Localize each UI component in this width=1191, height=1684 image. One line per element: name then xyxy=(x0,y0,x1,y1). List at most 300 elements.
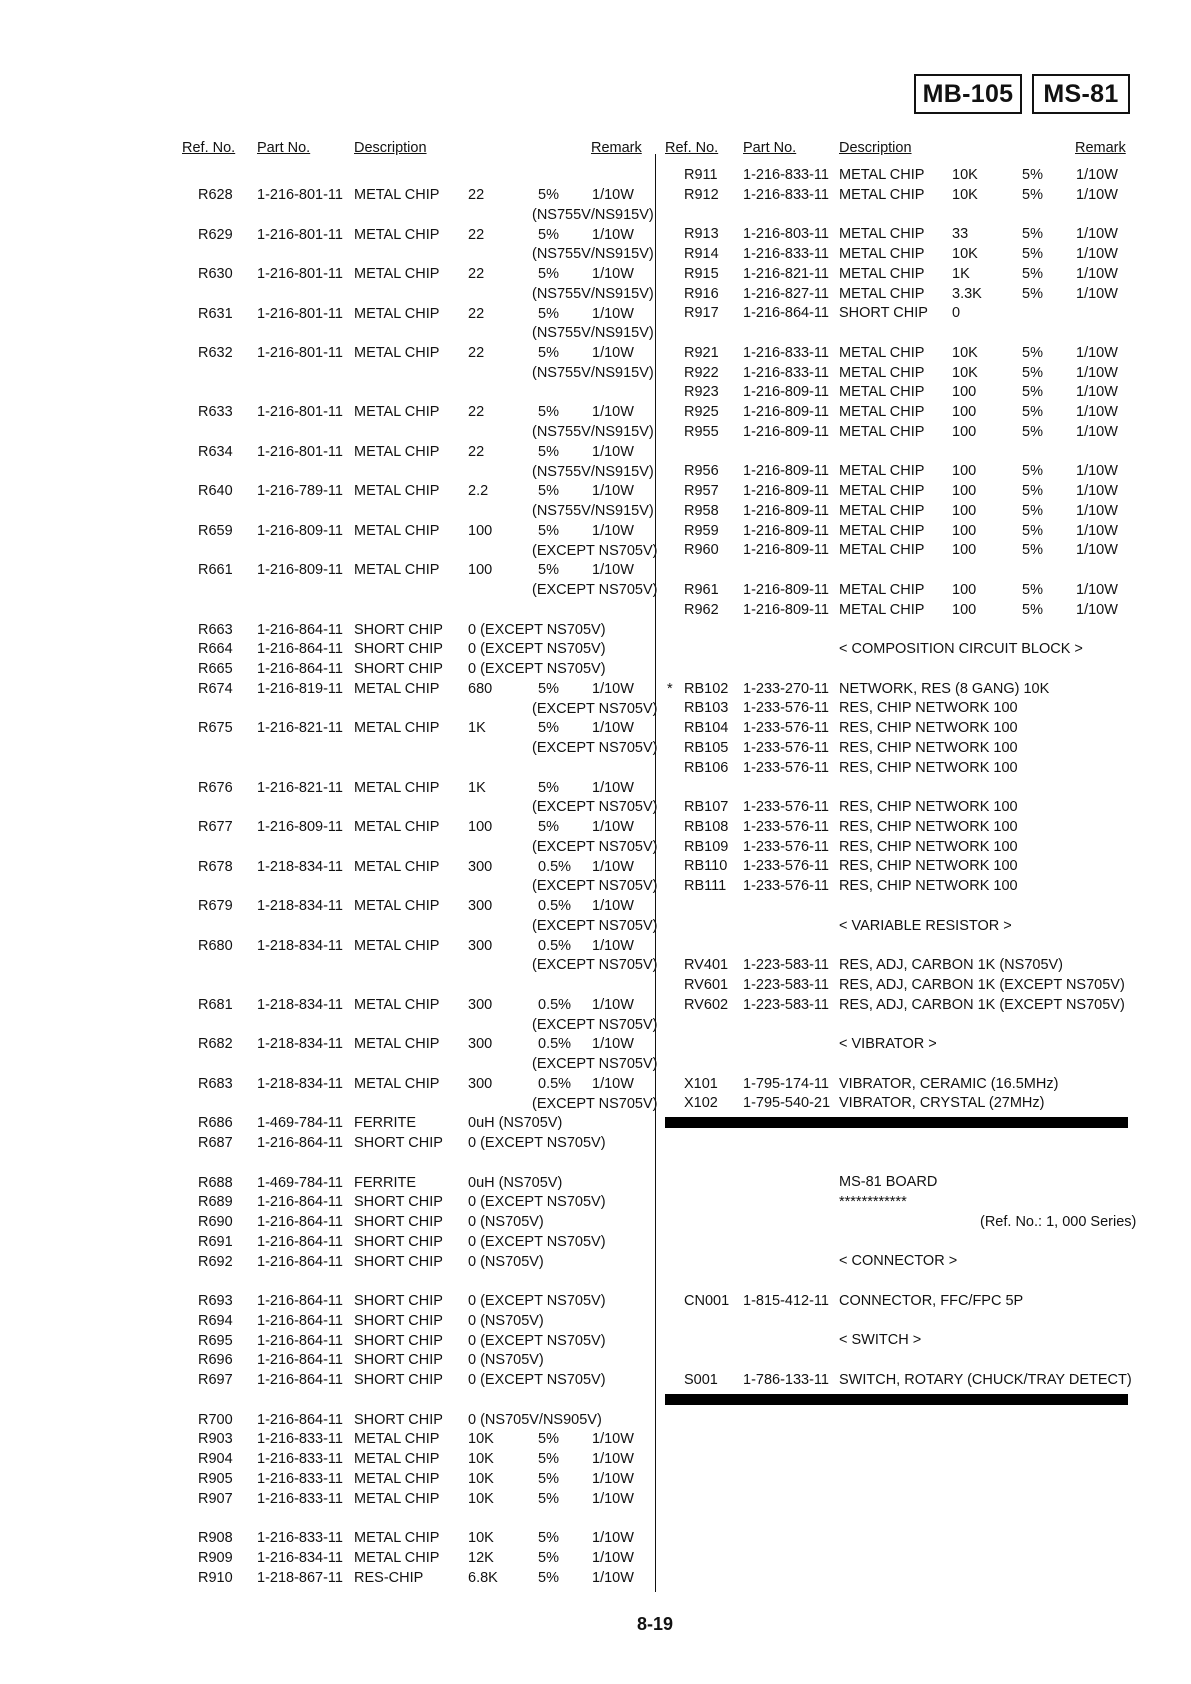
value: 12K xyxy=(468,1549,494,1566)
tolerance: 5% xyxy=(538,345,559,361)
ref-no: R908 xyxy=(198,1530,233,1546)
ref-no: RB105 xyxy=(684,739,729,756)
part-no: 1-786-133-11 xyxy=(743,1371,829,1388)
part-no: 1-216-809-11 xyxy=(743,542,829,559)
part-no: 1-216-864-11 xyxy=(257,1352,343,1369)
value: 0uH (NS705V) xyxy=(468,1115,563,1132)
value: 100 xyxy=(952,384,977,401)
part-no: 1-233-576-11 xyxy=(743,858,829,875)
table-row xyxy=(0,995,1191,1015)
description: RES, CHIP NETWORK 100 xyxy=(839,878,1018,894)
value: 10K xyxy=(468,1470,494,1487)
ref-no: R664 xyxy=(198,641,233,658)
ref-no: R910 xyxy=(198,1569,233,1586)
description: RES, ADJ, CARBON 1K (NS705V) xyxy=(839,957,1064,973)
tolerance: 0.5% xyxy=(538,858,572,875)
tolerance: 5% xyxy=(538,1530,559,1546)
part-no: 1-223-583-11 xyxy=(743,976,829,993)
value: 10K xyxy=(468,1530,494,1546)
power-rating: 1/10W xyxy=(592,266,634,282)
description: METAL CHIP xyxy=(354,996,440,1013)
tolerance: 5% xyxy=(538,483,559,500)
value: 100 xyxy=(952,483,977,499)
table-row xyxy=(0,402,1191,422)
section-title: MS-81 BOARD xyxy=(839,1174,938,1191)
part-no: 1-216-821-11 xyxy=(743,265,829,282)
power-rating: 1/10W xyxy=(1076,423,1118,440)
description: METAL CHIP xyxy=(354,1470,440,1487)
value: 2.2 xyxy=(468,483,489,500)
description: METAL CHIP xyxy=(354,1530,440,1546)
part-no: 1-216-864-11 xyxy=(257,1372,343,1388)
ref-no: R693 xyxy=(198,1293,233,1309)
table-row xyxy=(0,876,1191,896)
tolerance: 5% xyxy=(538,819,559,835)
description: SHORT CHIP xyxy=(839,305,928,322)
description: METAL CHIP xyxy=(354,483,440,500)
tolerance: 5% xyxy=(1022,542,1043,559)
tolerance: 5% xyxy=(538,779,559,796)
ref-no: R962 xyxy=(684,601,719,618)
description: RES, CHIP NETWORK 100 xyxy=(839,799,1018,815)
value: 22 xyxy=(468,404,485,421)
tolerance: 5% xyxy=(538,562,559,579)
description: METAL CHIP xyxy=(839,364,925,381)
section-divider-bar xyxy=(665,1117,1128,1128)
ref-no: RB111 xyxy=(684,878,727,894)
part-no: 1-216-864-11 xyxy=(257,1411,343,1428)
part-no: 1-216-819-11 xyxy=(257,680,343,697)
ref-no: R659 xyxy=(198,522,233,539)
ref-no: R665 xyxy=(198,661,233,677)
remark-note: (EXCEPT NS705V) xyxy=(532,799,658,816)
part-no: 1-216-801-11 xyxy=(257,305,343,322)
value: 0 (EXCEPT NS705V) xyxy=(468,1233,606,1250)
ref-no: R913 xyxy=(684,226,719,243)
power-rating: 1/10W xyxy=(592,345,634,361)
remark-note-row xyxy=(0,323,1191,343)
ref-no: R903 xyxy=(198,1431,233,1448)
description: METAL CHIP xyxy=(354,720,440,737)
ref-no: R914 xyxy=(684,246,719,262)
ref-no: R681 xyxy=(198,996,233,1013)
header-ref-no-right: Ref. No. xyxy=(665,140,719,156)
part-no: 1-233-576-11 xyxy=(743,838,829,855)
power-rating: 1/10W xyxy=(592,522,634,539)
table-row xyxy=(0,738,1191,758)
value: 0 xyxy=(952,305,961,322)
tolerance: 5% xyxy=(1022,384,1043,401)
part-no: 1-216-833-11 xyxy=(257,1530,343,1546)
part-no: 1-216-864-11 xyxy=(257,641,343,658)
part-no: 1-218-834-11 xyxy=(257,898,343,914)
table-row xyxy=(0,185,1191,205)
ref-no: RB108 xyxy=(684,818,729,835)
ref-no: R679 xyxy=(198,898,233,914)
tolerance: 0.5% xyxy=(538,898,572,914)
power-rating: 1/10W xyxy=(592,443,634,460)
description: SHORT CHIP xyxy=(354,1332,443,1349)
description: METAL CHIP xyxy=(839,226,925,243)
description: VIBRATOR, CERAMIC (16.5MHz) xyxy=(839,1075,1059,1092)
power-rating: 1/10W xyxy=(592,1569,634,1586)
value: 1K xyxy=(468,779,486,796)
table-row xyxy=(0,718,1191,738)
tolerance: 5% xyxy=(1022,226,1043,243)
power-rating: 1/10W xyxy=(1076,364,1118,381)
part-no: 1-216-833-11 xyxy=(257,1431,343,1448)
tolerance: 5% xyxy=(538,404,559,421)
part-no: 1-233-576-11 xyxy=(743,878,829,894)
description: METAL CHIP xyxy=(354,345,440,361)
part-no: 1-218-834-11 xyxy=(257,937,343,954)
remark-note: (EXCEPT NS705V) xyxy=(532,740,658,756)
tolerance: 5% xyxy=(538,1451,559,1467)
table-row xyxy=(0,224,1191,244)
ref-no: R687 xyxy=(198,1135,233,1151)
value: 100 xyxy=(468,819,493,835)
tolerance: 5% xyxy=(1022,246,1043,262)
description: RES, CHIP NETWORK 100 xyxy=(839,838,1018,855)
description: SHORT CHIP xyxy=(354,1293,443,1309)
part-no: 1-216-821-11 xyxy=(257,779,343,796)
table-row xyxy=(0,620,1191,640)
description: RES, ADJ, CARBON 1K (EXCEPT NS705V) xyxy=(839,996,1125,1013)
description: NETWORK, RES (8 GANG) 10K xyxy=(839,680,1050,697)
ref-no: R961 xyxy=(684,581,719,598)
remark-note: (NS755V/NS915V) xyxy=(532,503,654,519)
description: METAL CHIP xyxy=(839,404,925,420)
table-row xyxy=(0,1093,1191,1113)
section-title: < COMPOSITION CIRCUIT BLOCK > xyxy=(839,641,1083,657)
series-note xyxy=(0,1212,1191,1232)
part-no: 1-216-809-11 xyxy=(743,423,829,440)
value: 0 (EXCEPT NS705V) xyxy=(468,1332,606,1349)
power-rating: 1/10W xyxy=(1076,502,1118,519)
part-no: 1-216-809-11 xyxy=(743,502,829,519)
value: 0 (NS705V) xyxy=(468,1312,544,1329)
description: SHORT CHIP xyxy=(354,1194,443,1211)
section-heading xyxy=(0,1192,1191,1212)
page-number: 8-19 xyxy=(636,1614,674,1634)
value: 10K xyxy=(952,186,978,203)
section-divider-bar xyxy=(665,1394,1128,1405)
part-no: 1-815-412-11 xyxy=(743,1292,829,1309)
description: METAL CHIP xyxy=(354,266,440,282)
ref-no: R959 xyxy=(684,522,719,539)
value: 0 (NS705V/NS905V) xyxy=(468,1411,602,1428)
ref-no: R632 xyxy=(198,345,233,361)
description: METAL CHIP xyxy=(839,186,925,203)
part-no: 1-795-540-21 xyxy=(743,1095,831,1112)
value: 680 xyxy=(468,680,493,697)
value: 22 xyxy=(468,266,485,282)
ref-no: R640 xyxy=(198,483,233,500)
ref-no: R661 xyxy=(198,562,233,579)
ref-no: R700 xyxy=(198,1411,233,1428)
description: SHORT CHIP xyxy=(354,1372,443,1388)
tolerance: 5% xyxy=(538,1431,559,1448)
value: 6.8K xyxy=(468,1569,498,1586)
power-rating: 1/10W xyxy=(592,305,634,322)
ref-no: RB109 xyxy=(684,838,729,855)
power-rating: 1/10W xyxy=(1076,384,1118,401)
power-rating: 1/10W xyxy=(592,996,634,1013)
part-no: 1-216-833-11 xyxy=(743,246,829,262)
description: METAL CHIP xyxy=(354,1075,440,1092)
table-row xyxy=(0,778,1191,798)
part-no: 1-216-801-11 xyxy=(257,266,343,282)
description: METAL CHIP xyxy=(839,167,925,183)
power-rating: 1/10W xyxy=(592,937,634,954)
tolerance: 5% xyxy=(1022,186,1043,203)
ref-no: RB106 xyxy=(684,759,729,776)
description: METAL CHIP xyxy=(839,601,925,618)
description: METAL CHIP xyxy=(354,443,440,460)
remark-note-row xyxy=(0,205,1191,225)
value: 0 (EXCEPT NS705V) xyxy=(468,1372,606,1388)
part-no: 1-216-809-11 xyxy=(743,581,829,598)
part-no: 1-216-864-11 xyxy=(257,1194,343,1211)
part-no: 1-216-809-11 xyxy=(743,463,829,480)
tolerance: 0.5% xyxy=(538,1075,572,1092)
part-no: 1-216-809-11 xyxy=(743,404,829,420)
description: METAL CHIP xyxy=(839,581,925,598)
table-row xyxy=(0,698,1191,718)
section-title: ************ xyxy=(839,1194,907,1210)
remark-note: (EXCEPT NS705V) xyxy=(532,700,658,717)
value: 22 xyxy=(468,443,485,460)
value: 300 xyxy=(468,1075,493,1092)
ref-no: R911 xyxy=(684,167,718,183)
value: 10K xyxy=(952,167,978,183)
value: 10K xyxy=(952,246,978,262)
header-remark: Remark xyxy=(591,140,642,156)
table-row xyxy=(0,382,1191,402)
header-remark-right: Remark xyxy=(1075,140,1126,156)
description: METAL CHIP xyxy=(839,285,925,302)
value: 0 (EXCEPT NS705V) xyxy=(468,641,606,658)
value: 10K xyxy=(468,1451,494,1467)
section-heading xyxy=(0,639,1191,659)
remark-note: (EXCEPT NS705V) xyxy=(532,838,658,855)
description: METAL CHIP xyxy=(839,344,925,361)
header-part-no: Part No. xyxy=(257,140,311,156)
description: SWITCH, ROTARY (CHUCK/TRAY DETECT) xyxy=(839,1371,1132,1388)
table-row xyxy=(0,501,1191,521)
remark-note: (EXCEPT NS705V) xyxy=(532,1095,658,1112)
ref-no: RB107 xyxy=(684,799,729,815)
header-description-right: Description xyxy=(839,140,912,156)
part-no: 1-216-864-11 xyxy=(257,1135,343,1151)
description: METAL CHIP xyxy=(354,1549,440,1566)
remark-note: (NS755V/NS915V) xyxy=(532,424,654,440)
remark-note: (EXCEPT NS705V) xyxy=(532,878,658,895)
part-no: 1-216-801-11 xyxy=(257,187,343,203)
part-no: 1-216-809-11 xyxy=(743,522,829,539)
value: 100 xyxy=(952,404,977,420)
value: 100 xyxy=(952,601,977,618)
table-row xyxy=(0,1370,1191,1390)
part-no: 1-216-801-11 xyxy=(257,226,343,243)
section-heading xyxy=(0,1330,1191,1350)
part-no: 1-233-576-11 xyxy=(743,739,829,756)
table-row xyxy=(0,461,1191,481)
power-rating: 1/10W xyxy=(592,819,634,835)
table-row xyxy=(0,1291,1191,1311)
ref-no: R905 xyxy=(198,1470,233,1487)
tolerance: 5% xyxy=(538,1490,559,1507)
ref-no: RV602 xyxy=(684,996,729,1013)
ref-no: R917 xyxy=(684,305,719,322)
description: METAL CHIP xyxy=(354,858,440,875)
part-no: 1-233-270-11 xyxy=(743,680,829,697)
remark-note-row xyxy=(0,1054,1191,1074)
power-rating: 1/10W xyxy=(1076,581,1118,598)
part-no: 1-233-576-11 xyxy=(743,700,829,717)
part-no: 1-216-809-11 xyxy=(743,384,829,401)
table-row xyxy=(0,343,1191,363)
description: METAL CHIP xyxy=(354,680,440,697)
part-no: 1-216-833-11 xyxy=(257,1470,343,1487)
value: 0 (EXCEPT NS705V) xyxy=(468,661,606,677)
description: METAL CHIP xyxy=(354,1490,440,1507)
value: 0 (EXCEPT NS705V) xyxy=(468,1293,606,1309)
table-row xyxy=(0,600,1191,620)
new-part-mark: * xyxy=(667,680,673,697)
part-no: 1-216-864-11 xyxy=(257,1312,343,1329)
description: VIBRATOR, CRYSTAL (27MHz) xyxy=(839,1095,1045,1112)
table-row xyxy=(0,363,1191,383)
value: 100 xyxy=(952,463,977,480)
value: 100 xyxy=(468,522,493,539)
value: 33 xyxy=(952,226,969,243)
description: SHORT CHIP xyxy=(354,1352,443,1369)
part-no: 1-216-833-11 xyxy=(743,364,829,381)
ref-no: R677 xyxy=(198,819,233,835)
tolerance: 5% xyxy=(1022,522,1043,539)
table-row xyxy=(0,837,1191,857)
power-rating: 1/10W xyxy=(592,562,634,579)
tolerance: 5% xyxy=(1022,344,1043,361)
ref-no: RB102 xyxy=(684,680,729,697)
value: 100 xyxy=(952,522,977,539)
part-no: 1-233-576-11 xyxy=(743,720,829,736)
power-rating: 1/10W xyxy=(592,1530,634,1546)
ref-no: RB104 xyxy=(684,720,729,736)
value: 10K xyxy=(468,1490,494,1507)
table-row xyxy=(0,580,1191,600)
ref-no: R956 xyxy=(684,463,719,480)
value: 10K xyxy=(952,344,978,361)
power-rating: 1/10W xyxy=(592,779,634,796)
part-no: 1-223-583-11 xyxy=(743,996,829,1013)
power-rating: 1/10W xyxy=(1076,344,1118,361)
value: 300 xyxy=(468,898,493,914)
part-no: 1-216-833-11 xyxy=(257,1451,343,1467)
ref-no: R692 xyxy=(198,1253,233,1270)
remark-note: (NS755V/NS915V) xyxy=(532,246,654,263)
description: RES, CHIP NETWORK 100 xyxy=(839,858,1018,875)
ref-no: RV401 xyxy=(684,957,729,973)
part-no: 1-216-801-11 xyxy=(257,443,343,460)
table-row xyxy=(0,1350,1191,1370)
power-rating: 1/10W xyxy=(1076,601,1118,618)
tolerance: 5% xyxy=(538,1470,559,1487)
description: SHORT CHIP xyxy=(354,641,443,658)
ref-no: R957 xyxy=(684,483,719,499)
ref-no: RB110 xyxy=(684,858,728,875)
table-row xyxy=(0,1489,1191,1509)
description: METAL CHIP xyxy=(839,384,925,401)
ref-no: R683 xyxy=(198,1075,233,1092)
part-no: 1-216-833-11 xyxy=(743,186,829,203)
tolerance: 0.5% xyxy=(538,1036,572,1053)
model-badge-ms-81: MS-81 xyxy=(1032,74,1130,114)
part-no: 1-218-834-11 xyxy=(257,996,343,1013)
remark-note: (NS755V/NS915V) xyxy=(532,285,654,302)
table-row xyxy=(0,1449,1191,1469)
value: 0 (EXCEPT NS705V) xyxy=(468,1135,606,1151)
description: SHORT CHIP xyxy=(354,661,443,677)
value: 100 xyxy=(952,581,977,598)
value: 100 xyxy=(952,423,977,440)
ref-no: R688 xyxy=(198,1174,233,1191)
tolerance: 5% xyxy=(538,187,559,203)
section-heading xyxy=(0,1172,1191,1192)
value: 0 (NS705V) xyxy=(468,1214,544,1230)
section-heading xyxy=(0,1251,1191,1271)
remark-note: (EXCEPT NS705V) xyxy=(532,1016,658,1033)
part-no: 1-218-834-11 xyxy=(257,1036,343,1053)
ref-no: R955 xyxy=(684,423,719,440)
part-no: 1-469-784-11 xyxy=(257,1174,343,1191)
description: METAL CHIP xyxy=(839,502,925,519)
part-no: 1-216-801-11 xyxy=(257,345,343,361)
description: METAL CHIP xyxy=(839,463,925,480)
table-row xyxy=(0,797,1191,817)
ref-no: R690 xyxy=(198,1214,233,1230)
value: 0 (NS705V) xyxy=(468,1352,544,1369)
power-rating: 1/10W xyxy=(1076,265,1118,282)
remark-note: (NS755V/NS915V) xyxy=(532,206,654,223)
description: RES-CHIP xyxy=(354,1569,424,1586)
remark-note: (EXCEPT NS705V) xyxy=(532,582,658,598)
power-rating: 1/10W xyxy=(592,1036,634,1053)
description: SHORT CHIP xyxy=(354,1233,443,1250)
section-heading xyxy=(0,1034,1191,1054)
tolerance: 5% xyxy=(1022,483,1043,499)
remark-note: (NS755V/NS915V) xyxy=(532,463,654,480)
power-rating: 1/10W xyxy=(592,226,634,243)
table-row xyxy=(0,679,1191,699)
part-no: 1-216-834-11 xyxy=(257,1549,343,1566)
ref-no: R675 xyxy=(198,720,233,737)
part-no: 1-216-864-11 xyxy=(257,621,343,638)
ref-no: R689 xyxy=(198,1194,233,1211)
remark-note: (NS755V/NS915V) xyxy=(532,325,654,342)
part-no: 1-233-576-11 xyxy=(743,799,829,815)
table-row xyxy=(0,955,1191,975)
model-badge-mb-105: MB-105 xyxy=(914,74,1022,114)
ref-no: R634 xyxy=(198,443,233,460)
value: 10K xyxy=(468,1431,494,1448)
part-no: 1-216-833-11 xyxy=(743,344,829,361)
tolerance: 5% xyxy=(538,226,559,243)
part-no: 1-216-809-11 xyxy=(257,562,343,579)
table-row xyxy=(0,560,1191,580)
value: 22 xyxy=(468,345,485,361)
